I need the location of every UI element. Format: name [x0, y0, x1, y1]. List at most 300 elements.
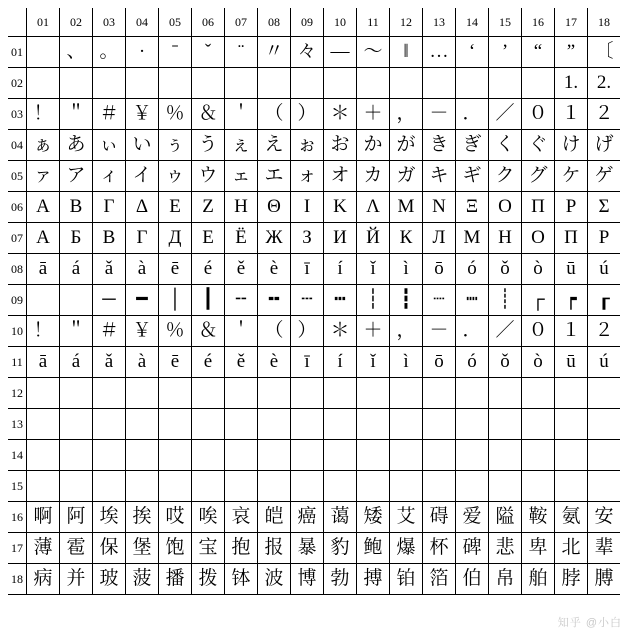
- character-cell[interactable]: [456, 409, 489, 440]
- character-cell[interactable]: 并: [60, 564, 93, 595]
- character-cell[interactable]: [27, 37, 60, 68]
- character-cell[interactable]: [225, 68, 258, 99]
- character-cell[interactable]: グ: [522, 161, 555, 192]
- character-cell[interactable]: ó: [456, 254, 489, 285]
- character-cell[interactable]: ＆: [192, 316, 225, 347]
- character-cell[interactable]: 鞍: [522, 502, 555, 533]
- character-cell[interactable]: Γ: [93, 192, 126, 223]
- character-cell[interactable]: ū: [555, 254, 588, 285]
- character-cell[interactable]: ě: [225, 347, 258, 378]
- character-cell[interactable]: 堡: [126, 533, 159, 564]
- character-cell[interactable]: [291, 440, 324, 471]
- character-cell[interactable]: ）: [291, 99, 324, 130]
- character-cell[interactable]: [60, 378, 93, 409]
- character-cell[interactable]: ＂: [60, 316, 93, 347]
- character-cell[interactable]: ú: [588, 254, 621, 285]
- character-cell[interactable]: [324, 409, 357, 440]
- character-cell[interactable]: ┌: [522, 285, 555, 316]
- character-cell[interactable]: お: [324, 130, 357, 161]
- character-cell[interactable]: ē: [159, 347, 192, 378]
- character-cell[interactable]: [126, 409, 159, 440]
- character-cell[interactable]: [324, 68, 357, 99]
- character-cell[interactable]: 2.: [588, 68, 621, 99]
- character-cell[interactable]: ぇ: [225, 130, 258, 161]
- character-cell[interactable]: 碑: [456, 533, 489, 564]
- character-cell[interactable]: [60, 285, 93, 316]
- character-cell[interactable]: ┅: [324, 285, 357, 316]
- character-cell[interactable]: ě: [225, 254, 258, 285]
- character-cell[interactable]: ク: [489, 161, 522, 192]
- character-cell[interactable]: ぎ: [456, 130, 489, 161]
- character-cell[interactable]: │: [159, 285, 192, 316]
- character-cell[interactable]: ì: [390, 254, 423, 285]
- character-cell[interactable]: [324, 471, 357, 502]
- character-cell[interactable]: [225, 440, 258, 471]
- character-cell[interactable]: è: [258, 347, 291, 378]
- character-cell[interactable]: [27, 471, 60, 502]
- character-cell[interactable]: [390, 440, 423, 471]
- character-cell[interactable]: ”: [555, 37, 588, 68]
- character-cell[interactable]: ２: [588, 99, 621, 130]
- character-cell[interactable]: き: [423, 130, 456, 161]
- character-cell[interactable]: [390, 68, 423, 99]
- character-cell[interactable]: Ξ: [456, 192, 489, 223]
- character-cell[interactable]: ā: [27, 347, 60, 378]
- character-cell[interactable]: Λ: [357, 192, 390, 223]
- character-cell[interactable]: Ё: [225, 223, 258, 254]
- character-cell[interactable]: ケ: [555, 161, 588, 192]
- character-cell[interactable]: í: [324, 254, 357, 285]
- character-cell[interactable]: が: [390, 130, 423, 161]
- character-cell[interactable]: Ε: [159, 192, 192, 223]
- character-cell[interactable]: [357, 68, 390, 99]
- character-cell[interactable]: [324, 378, 357, 409]
- character-cell[interactable]: 舶: [522, 564, 555, 595]
- character-cell[interactable]: [423, 68, 456, 99]
- character-cell[interactable]: [159, 68, 192, 99]
- character-cell[interactable]: [489, 440, 522, 471]
- character-cell[interactable]: Κ: [324, 192, 357, 223]
- character-cell[interactable]: [159, 471, 192, 502]
- character-cell[interactable]: ·: [126, 37, 159, 68]
- character-cell[interactable]: 卑: [522, 533, 555, 564]
- character-cell[interactable]: か: [357, 130, 390, 161]
- character-cell[interactable]: ǒ: [489, 347, 522, 378]
- character-cell[interactable]: ％: [159, 99, 192, 130]
- character-cell[interactable]: イ: [126, 161, 159, 192]
- character-cell[interactable]: 哎: [159, 502, 192, 533]
- character-cell[interactable]: [126, 378, 159, 409]
- character-cell[interactable]: [60, 471, 93, 502]
- character-cell[interactable]: [522, 409, 555, 440]
- character-cell[interactable]: 抱: [225, 533, 258, 564]
- character-cell[interactable]: ＊: [324, 316, 357, 347]
- character-cell[interactable]: 隘: [489, 502, 522, 533]
- character-cell[interactable]: ぅ: [159, 130, 192, 161]
- character-cell[interactable]: 癌: [291, 502, 324, 533]
- character-cell[interactable]: …: [423, 37, 456, 68]
- character-cell[interactable]: [27, 68, 60, 99]
- character-cell[interactable]: ┃: [192, 285, 225, 316]
- character-cell[interactable]: ǒ: [489, 254, 522, 285]
- character-cell[interactable]: ゲ: [588, 161, 621, 192]
- character-cell[interactable]: ¨: [225, 37, 258, 68]
- character-cell[interactable]: [291, 378, 324, 409]
- character-cell[interactable]: [489, 471, 522, 502]
- character-cell[interactable]: ǐ: [357, 254, 390, 285]
- character-cell[interactable]: [126, 471, 159, 502]
- character-cell[interactable]: 1.: [555, 68, 588, 99]
- character-cell[interactable]: 鲍: [357, 533, 390, 564]
- character-cell[interactable]: Е: [192, 223, 225, 254]
- character-cell[interactable]: [159, 440, 192, 471]
- character-cell[interactable]: 蔼: [324, 502, 357, 533]
- character-cell[interactable]: [357, 440, 390, 471]
- character-cell[interactable]: ￥: [126, 99, 159, 130]
- character-cell[interactable]: [93, 378, 126, 409]
- character-cell[interactable]: １: [555, 99, 588, 130]
- character-cell[interactable]: 暴: [291, 533, 324, 564]
- character-cell[interactable]: ）: [291, 316, 324, 347]
- character-cell[interactable]: ＃: [93, 316, 126, 347]
- character-cell[interactable]: ō: [423, 254, 456, 285]
- character-cell[interactable]: ア: [60, 161, 93, 192]
- character-cell[interactable]: 宝: [192, 533, 225, 564]
- character-cell[interactable]: キ: [423, 161, 456, 192]
- character-cell[interactable]: [93, 471, 126, 502]
- character-cell[interactable]: ┍: [555, 285, 588, 316]
- character-cell[interactable]: え: [258, 130, 291, 161]
- character-cell[interactable]: í: [324, 347, 357, 378]
- character-cell[interactable]: Г: [126, 223, 159, 254]
- character-cell[interactable]: 〔: [588, 37, 621, 68]
- character-cell[interactable]: 碍: [423, 502, 456, 533]
- character-cell[interactable]: [60, 68, 93, 99]
- character-cell[interactable]: [522, 440, 555, 471]
- character-cell[interactable]: [357, 409, 390, 440]
- character-cell[interactable]: Ζ: [192, 192, 225, 223]
- character-cell[interactable]: 饱: [159, 533, 192, 564]
- character-cell[interactable]: 脖: [555, 564, 588, 595]
- character-cell[interactable]: З: [291, 223, 324, 254]
- character-cell[interactable]: [291, 471, 324, 502]
- character-cell[interactable]: ó: [456, 347, 489, 378]
- character-cell[interactable]: 。: [93, 37, 126, 68]
- character-cell[interactable]: [258, 378, 291, 409]
- character-cell[interactable]: ＇: [225, 316, 258, 347]
- character-cell[interactable]: [93, 409, 126, 440]
- character-cell[interactable]: 艾: [390, 502, 423, 533]
- character-cell[interactable]: [423, 378, 456, 409]
- character-cell[interactable]: 矮: [357, 502, 390, 533]
- character-cell[interactable]: é: [192, 254, 225, 285]
- character-cell[interactable]: [225, 378, 258, 409]
- character-cell[interactable]: Μ: [390, 192, 423, 223]
- character-cell[interactable]: Л: [423, 223, 456, 254]
- character-cell[interactable]: [291, 409, 324, 440]
- character-cell[interactable]: [489, 378, 522, 409]
- character-cell[interactable]: [456, 68, 489, 99]
- character-cell[interactable]: 挨: [126, 502, 159, 533]
- character-cell[interactable]: Б: [60, 223, 93, 254]
- character-cell[interactable]: [93, 68, 126, 99]
- character-cell[interactable]: К: [390, 223, 423, 254]
- character-cell[interactable]: ’: [489, 37, 522, 68]
- character-cell[interactable]: [258, 409, 291, 440]
- character-cell[interactable]: ＃: [93, 99, 126, 130]
- character-cell[interactable]: カ: [357, 161, 390, 192]
- character-cell[interactable]: 钵: [225, 564, 258, 595]
- character-cell[interactable]: 玻: [93, 564, 126, 595]
- character-cell[interactable]: ò: [522, 254, 555, 285]
- character-cell[interactable]: ＂: [60, 99, 93, 130]
- character-cell[interactable]: 拨: [192, 564, 225, 595]
- character-cell[interactable]: ǐ: [357, 347, 390, 378]
- character-cell[interactable]: О: [522, 223, 555, 254]
- character-cell[interactable]: 哀: [225, 502, 258, 533]
- character-cell[interactable]: ┎: [588, 285, 621, 316]
- character-cell[interactable]: ━: [126, 285, 159, 316]
- character-cell[interactable]: ～: [357, 37, 390, 68]
- character-cell[interactable]: [225, 471, 258, 502]
- character-cell[interactable]: Π: [522, 192, 555, 223]
- character-cell[interactable]: [159, 378, 192, 409]
- character-cell[interactable]: ２: [588, 316, 621, 347]
- character-cell[interactable]: 博: [291, 564, 324, 595]
- character-cell[interactable]: ！: [27, 316, 60, 347]
- character-cell[interactable]: [27, 378, 60, 409]
- character-cell[interactable]: И: [324, 223, 357, 254]
- character-cell[interactable]: [258, 471, 291, 502]
- character-cell[interactable]: [390, 409, 423, 440]
- character-cell[interactable]: ‘: [456, 37, 489, 68]
- character-cell[interactable]: [489, 409, 522, 440]
- character-cell[interactable]: －: [423, 316, 456, 347]
- character-cell[interactable]: 北: [555, 533, 588, 564]
- character-cell[interactable]: ウ: [192, 161, 225, 192]
- character-cell[interactable]: 爱: [456, 502, 489, 533]
- character-cell[interactable]: ィ: [93, 161, 126, 192]
- character-cell[interactable]: 埃: [93, 502, 126, 533]
- character-cell[interactable]: 悲: [489, 533, 522, 564]
- character-cell[interactable]: 帛: [489, 564, 522, 595]
- character-cell[interactable]: [588, 409, 621, 440]
- character-cell[interactable]: 々: [291, 37, 324, 68]
- character-cell[interactable]: 保: [93, 533, 126, 564]
- character-cell[interactable]: ギ: [456, 161, 489, 192]
- character-cell[interactable]: [324, 440, 357, 471]
- character-cell[interactable]: ò: [522, 347, 555, 378]
- character-cell[interactable]: （: [258, 99, 291, 130]
- character-cell[interactable]: ╌: [225, 285, 258, 316]
- character-cell[interactable]: ī: [291, 347, 324, 378]
- character-cell[interactable]: Й: [357, 223, 390, 254]
- character-cell[interactable]: [225, 409, 258, 440]
- character-cell[interactable]: [456, 471, 489, 502]
- character-cell[interactable]: [456, 440, 489, 471]
- character-cell[interactable]: 菠: [126, 564, 159, 595]
- character-cell[interactable]: [456, 378, 489, 409]
- character-cell[interactable]: ，: [390, 316, 423, 347]
- character-cell[interactable]: ┆: [357, 285, 390, 316]
- character-cell[interactable]: [60, 409, 93, 440]
- character-cell[interactable]: ．: [456, 99, 489, 130]
- character-cell[interactable]: ／: [489, 99, 522, 130]
- character-cell[interactable]: げ: [588, 130, 621, 161]
- character-cell[interactable]: エ: [258, 161, 291, 192]
- character-cell[interactable]: ì: [390, 347, 423, 378]
- character-cell[interactable]: В: [93, 223, 126, 254]
- character-cell[interactable]: [192, 68, 225, 99]
- character-cell[interactable]: [423, 409, 456, 440]
- character-cell[interactable]: è: [258, 254, 291, 285]
- character-cell[interactable]: 杯: [423, 533, 456, 564]
- character-cell[interactable]: [522, 68, 555, 99]
- character-cell[interactable]: ぃ: [93, 130, 126, 161]
- character-cell[interactable]: ぁ: [27, 130, 60, 161]
- character-cell[interactable]: 播: [159, 564, 192, 595]
- character-cell[interactable]: à: [126, 254, 159, 285]
- character-cell[interactable]: [192, 440, 225, 471]
- character-cell[interactable]: ǎ: [93, 347, 126, 378]
- character-cell[interactable]: [588, 440, 621, 471]
- character-cell[interactable]: 报: [258, 533, 291, 564]
- character-cell[interactable]: 病: [27, 564, 60, 595]
- character-cell[interactable]: 波: [258, 564, 291, 595]
- character-cell[interactable]: ＇: [225, 99, 258, 130]
- character-cell[interactable]: Σ: [588, 192, 621, 223]
- character-cell[interactable]: [390, 471, 423, 502]
- character-cell[interactable]: ē: [159, 254, 192, 285]
- character-cell[interactable]: 雹: [60, 533, 93, 564]
- character-cell[interactable]: ┈: [423, 285, 456, 316]
- character-cell[interactable]: ぉ: [291, 130, 324, 161]
- character-cell[interactable]: Θ: [258, 192, 291, 223]
- character-cell[interactable]: ┊: [489, 285, 522, 316]
- character-cell[interactable]: 啊: [27, 502, 60, 533]
- character-cell[interactable]: [27, 409, 60, 440]
- character-cell[interactable]: Ο: [489, 192, 522, 223]
- character-cell[interactable]: [60, 440, 93, 471]
- character-cell[interactable]: [555, 440, 588, 471]
- character-cell[interactable]: ＊: [324, 99, 357, 130]
- character-cell[interactable]: ┇: [390, 285, 423, 316]
- character-cell[interactable]: １: [555, 316, 588, 347]
- character-cell[interactable]: 辈: [588, 533, 621, 564]
- character-cell[interactable]: ＋: [357, 99, 390, 130]
- character-cell[interactable]: 膊: [588, 564, 621, 595]
- character-cell[interactable]: М: [456, 223, 489, 254]
- character-cell[interactable]: う: [192, 130, 225, 161]
- character-cell[interactable]: ．: [456, 316, 489, 347]
- character-cell[interactable]: ０: [522, 316, 555, 347]
- character-cell[interactable]: [192, 378, 225, 409]
- character-cell[interactable]: 安: [588, 502, 621, 533]
- character-cell[interactable]: く: [489, 130, 522, 161]
- character-cell[interactable]: オ: [324, 161, 357, 192]
- character-cell[interactable]: [357, 378, 390, 409]
- character-cell[interactable]: [159, 409, 192, 440]
- character-cell[interactable]: ゥ: [159, 161, 192, 192]
- character-cell[interactable]: [27, 440, 60, 471]
- character-cell[interactable]: ＋: [357, 316, 390, 347]
- character-cell[interactable]: ˉ: [159, 37, 192, 68]
- character-cell[interactable]: あ: [60, 130, 93, 161]
- character-cell[interactable]: ！: [27, 99, 60, 130]
- character-cell[interactable]: い: [126, 130, 159, 161]
- character-cell[interactable]: [93, 440, 126, 471]
- character-cell[interactable]: [291, 68, 324, 99]
- character-cell[interactable]: 唉: [192, 502, 225, 533]
- character-cell[interactable]: Δ: [126, 192, 159, 223]
- character-cell[interactable]: ェ: [225, 161, 258, 192]
- character-cell[interactable]: ā: [27, 254, 60, 285]
- character-cell[interactable]: ％: [159, 316, 192, 347]
- character-cell[interactable]: 铂: [390, 564, 423, 595]
- character-cell[interactable]: [555, 378, 588, 409]
- character-cell[interactable]: 伯: [456, 564, 489, 595]
- character-cell[interactable]: Ν: [423, 192, 456, 223]
- character-cell[interactable]: ガ: [390, 161, 423, 192]
- character-cell[interactable]: [192, 409, 225, 440]
- character-cell[interactable]: ū: [555, 347, 588, 378]
- character-cell[interactable]: ０: [522, 99, 555, 130]
- character-cell[interactable]: －: [423, 99, 456, 130]
- character-cell[interactable]: 氨: [555, 502, 588, 533]
- character-cell[interactable]: け: [555, 130, 588, 161]
- character-cell[interactable]: á: [60, 254, 93, 285]
- character-cell[interactable]: Β: [60, 192, 93, 223]
- character-cell[interactable]: ￥: [126, 316, 159, 347]
- character-cell[interactable]: 皑: [258, 502, 291, 533]
- character-cell[interactable]: ＆: [192, 99, 225, 130]
- character-cell[interactable]: ˇ: [192, 37, 225, 68]
- character-cell[interactable]: [555, 409, 588, 440]
- character-cell[interactable]: Ρ: [555, 192, 588, 223]
- character-cell[interactable]: [258, 68, 291, 99]
- character-cell[interactable]: é: [192, 347, 225, 378]
- character-cell[interactable]: Α: [27, 192, 60, 223]
- character-cell[interactable]: （: [258, 316, 291, 347]
- character-cell[interactable]: Ι: [291, 192, 324, 223]
- character-cell[interactable]: ‖: [390, 37, 423, 68]
- character-cell[interactable]: —: [324, 37, 357, 68]
- character-cell[interactable]: [192, 471, 225, 502]
- character-cell[interactable]: [522, 378, 555, 409]
- character-cell[interactable]: [258, 440, 291, 471]
- character-cell[interactable]: Ж: [258, 223, 291, 254]
- character-cell[interactable]: П: [555, 223, 588, 254]
- character-cell[interactable]: ǎ: [93, 254, 126, 285]
- character-cell[interactable]: 薄: [27, 533, 60, 564]
- character-cell[interactable]: ォ: [291, 161, 324, 192]
- character-cell[interactable]: ┄: [291, 285, 324, 316]
- character-cell[interactable]: Д: [159, 223, 192, 254]
- character-cell[interactable]: [390, 378, 423, 409]
- character-cell[interactable]: 勃: [324, 564, 357, 595]
- character-cell[interactable]: ú: [588, 347, 621, 378]
- character-cell[interactable]: 爆: [390, 533, 423, 564]
- character-cell[interactable]: 〃: [258, 37, 291, 68]
- character-cell[interactable]: ╍: [258, 285, 291, 316]
- character-cell[interactable]: [423, 471, 456, 502]
- character-cell[interactable]: ァ: [27, 161, 60, 192]
- character-cell[interactable]: [555, 471, 588, 502]
- character-cell[interactable]: Р: [588, 223, 621, 254]
- character-cell[interactable]: ī: [291, 254, 324, 285]
- character-cell[interactable]: [588, 471, 621, 502]
- character-cell[interactable]: 搏: [357, 564, 390, 595]
